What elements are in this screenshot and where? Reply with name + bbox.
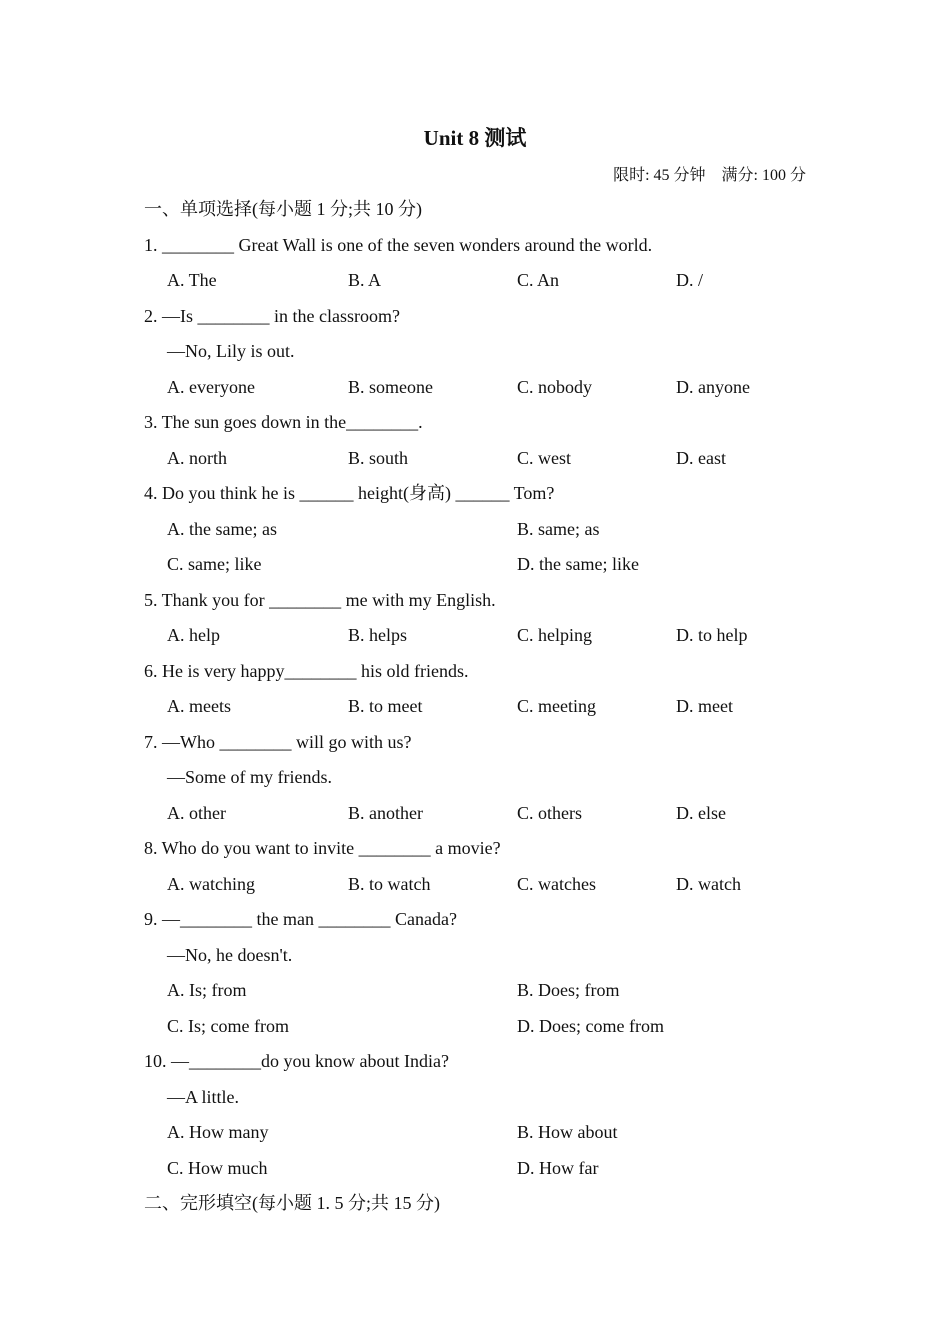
time-limit: 限时: 45 分钟 (613, 167, 706, 184)
exam-info (613, 162, 806, 185)
exam-content (144, 192, 824, 1222)
option-d: D. anyone (676, 376, 750, 397)
question-stem: 7. —Who ________ will go with us? (144, 731, 412, 752)
options-row (144, 973, 824, 1009)
option-a: A. north (167, 447, 227, 468)
option-d: D. Does; come from (517, 1015, 664, 1036)
section-heading: 一、单项选择(每小题 1 分;共 10 分) (144, 199, 422, 219)
option-b: B. south (348, 447, 409, 468)
question-reply: —A little. (167, 1086, 239, 1107)
page-title: Unit 8 测试 (423, 126, 527, 150)
question-stem: 10. —________do you know about India? (144, 1051, 449, 1071)
question-stem: 4. Do you think he is ______ height(身高) ______ Tom? (144, 483, 555, 503)
option-a: A. everyone (167, 376, 255, 397)
options-row (144, 796, 824, 832)
option-b: B. helps (348, 625, 408, 645)
option-b: B. to watch (348, 873, 431, 894)
option-c: C. helping (517, 625, 592, 645)
question-stem: 1. ________ Great Wall is one of the seven wonders around the world. (144, 234, 653, 255)
option-b: B. to meet (348, 696, 423, 716)
option-c: C. meeting (517, 696, 596, 716)
options-row (144, 867, 824, 903)
option-d: D. to help (676, 625, 748, 645)
question-stem: 9. —________ the man ________ Canada? (144, 909, 457, 929)
option-b: B. same; as (517, 518, 600, 539)
option-c: C. watches (517, 873, 596, 894)
option-b: B. Does; from (517, 980, 620, 1000)
option-a: A. meets (167, 696, 231, 716)
option-d: D. the same; like (517, 554, 639, 574)
option-b: B. A (348, 270, 382, 290)
question-stem: 2. —Is ________ in the classroom? (144, 305, 400, 326)
options-row (144, 512, 824, 548)
options-row (144, 370, 824, 406)
option-a: A. The (167, 270, 217, 290)
option-c: C. An (517, 270, 560, 290)
section-heading: 二、完形填空(每小题 1. 5 分;共 15 分) (144, 1193, 440, 1213)
options-row (144, 1115, 824, 1151)
question-stem: 8. Who do you want to invite ________ a movie? (144, 838, 501, 858)
question-reply: —No, Lily is out. (167, 341, 295, 361)
options-row (144, 689, 824, 725)
option-d: D. else (676, 802, 726, 823)
option-c: C. Is; come from (167, 1015, 289, 1036)
option-b: B. someone (348, 376, 433, 397)
option-c: C. same; like (167, 554, 262, 574)
options-row (144, 618, 824, 654)
option-d: D. How far (517, 1157, 599, 1178)
question-stem: 6. He is very happy________ his old friends. (144, 660, 469, 681)
option-c: C. nobody (517, 376, 593, 397)
question-stem: 5. Thank you for ________ me with my English. (144, 589, 496, 610)
question-reply: —No, he doesn't. (167, 944, 293, 965)
question-stem: 3. The sun goes down in the________. (144, 412, 423, 432)
option-d: D. watch (676, 873, 741, 894)
option-a: A. other (167, 802, 226, 823)
options-row (144, 263, 824, 299)
option-b: B. How about (517, 1122, 618, 1142)
option-d: D. meet (676, 696, 733, 716)
question-reply: —Some of my friends. (167, 767, 332, 787)
option-a: A. Is; from (167, 980, 247, 1000)
option-b: B. another (348, 802, 423, 823)
option-c: C. others (517, 802, 582, 823)
full-score: 满分: 100 分 (721, 167, 806, 184)
option-a: A. help (167, 625, 220, 645)
option-d: D. east (676, 447, 726, 468)
options-row (144, 1151, 824, 1187)
option-a: A. the same; as (167, 518, 277, 539)
option-c: C. west (517, 447, 571, 468)
option-d: D. / (676, 270, 703, 290)
options-row (144, 547, 824, 583)
option-c: C. How much (167, 1157, 268, 1178)
options-row (144, 1009, 824, 1045)
option-a: A. watching (167, 873, 255, 894)
options-row (144, 441, 824, 477)
option-a: A. How many (167, 1122, 269, 1142)
